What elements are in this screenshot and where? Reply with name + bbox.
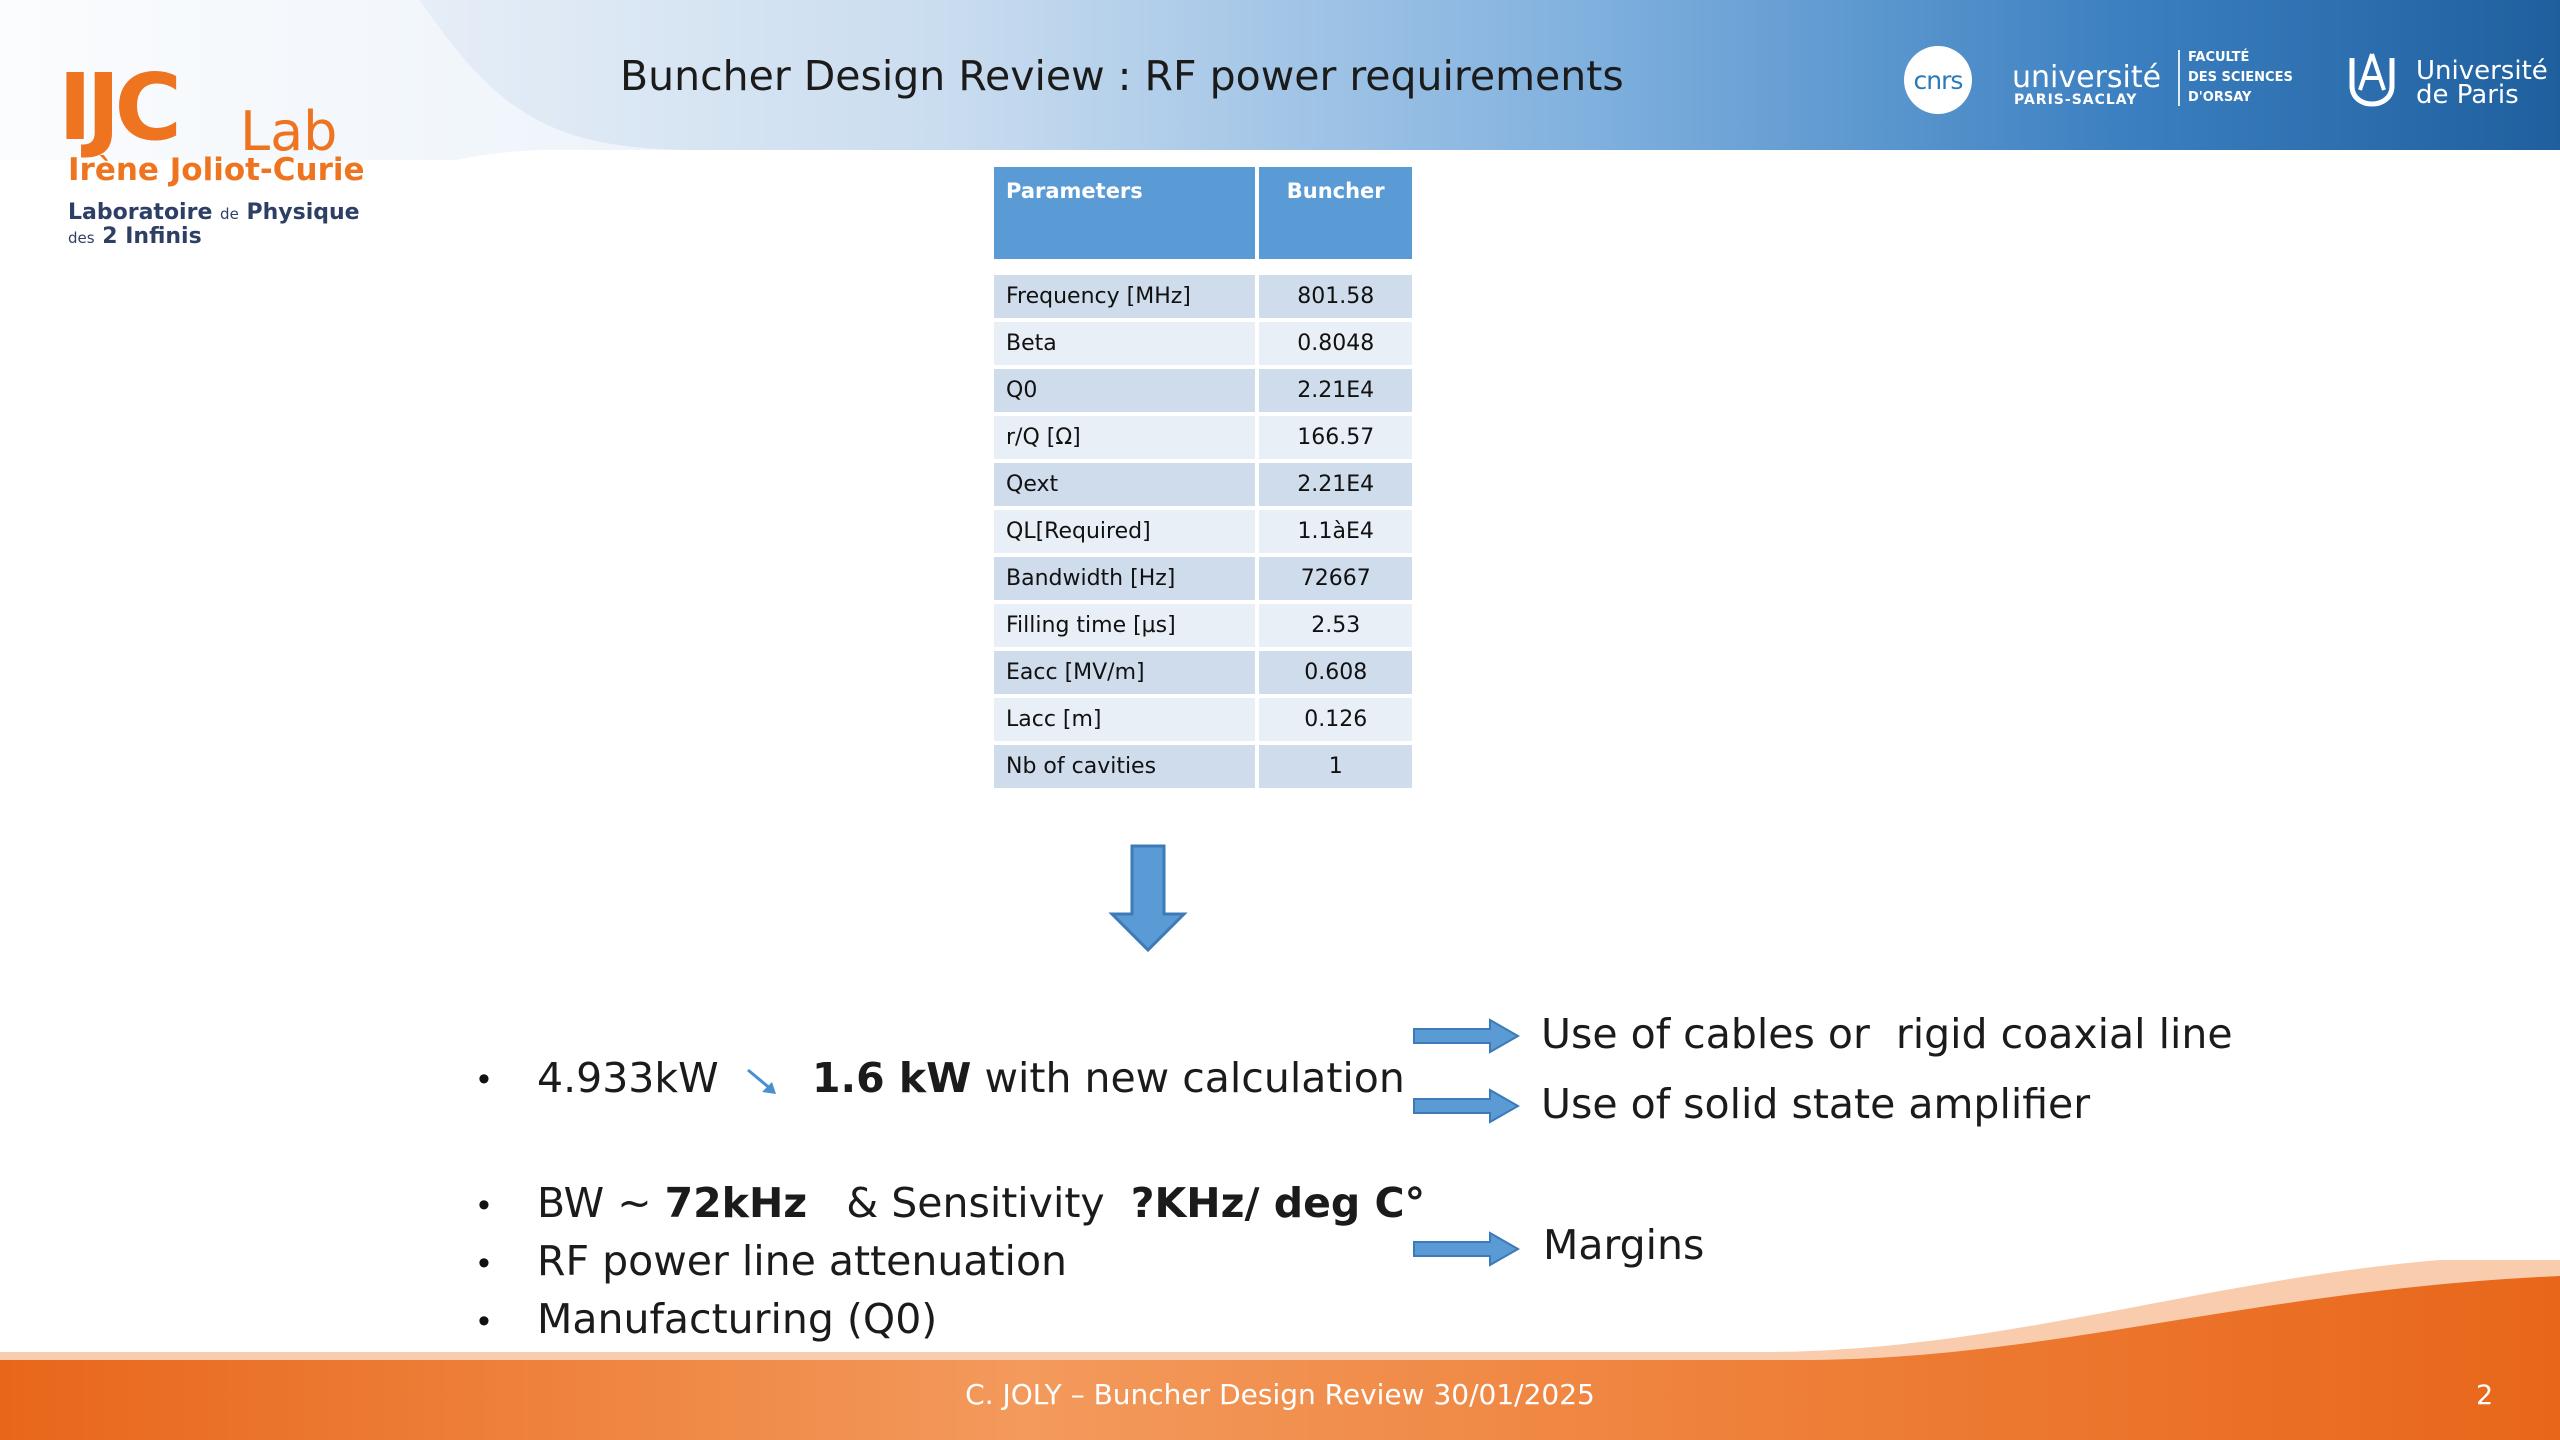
table-cell-value: 72667 xyxy=(1259,557,1412,600)
table-cell-value: 1.1àE4 xyxy=(1259,510,1412,553)
bullet-power-old: 4.933kW xyxy=(537,1054,719,1102)
down-arrow-icon xyxy=(1108,844,1188,954)
table-cell-value: 2.21E4 xyxy=(1259,463,1412,506)
table-header-parameters: Parameters xyxy=(994,167,1255,259)
paris-saclay-subtitle: PARIS-SACLAY xyxy=(2014,92,2138,108)
table-cell-value: 1 xyxy=(1259,745,1412,788)
slide-title: Buncher Design Review : RF power requirements xyxy=(620,52,1624,100)
table-cell-value: 0.8048 xyxy=(1259,322,1412,365)
note-amplifier: Use of solid state amplifier xyxy=(1541,1080,2091,1128)
table-cell-value: 2.21E4 xyxy=(1259,369,1412,412)
logo-subtitle: Irène Joliot-Curie xyxy=(68,152,365,188)
bullet-dot: • xyxy=(478,1060,490,1098)
faculte-logo-line1: FACULTÉ xyxy=(2188,50,2250,65)
table-row xyxy=(994,651,1412,694)
table-row xyxy=(994,557,1412,600)
table-cell-parameter: Filling time [µs] xyxy=(994,604,1255,647)
table-row xyxy=(994,604,1412,647)
logo-mark: IJC xyxy=(58,54,176,161)
universite-de-paris-line2: de Paris xyxy=(2416,80,2519,110)
table-cell-parameter: r/Q [Ω] xyxy=(994,416,1255,459)
logo-description-line2: des 2 Infinis xyxy=(68,224,202,249)
table-row xyxy=(994,745,1412,788)
bullet-manufacturing: Manufacturing (Q0) xyxy=(537,1295,938,1343)
table-cell-value: 0.608 xyxy=(1259,651,1412,694)
bullet-attenuation: RF power line attenuation xyxy=(537,1237,1068,1285)
bullet-dot: • xyxy=(478,1244,490,1282)
page-number: 2 xyxy=(2476,1380,2494,1411)
right-arrow-icon xyxy=(1412,1088,1522,1124)
table-cell-parameter: Qext xyxy=(994,463,1255,506)
table-cell-parameter: Nb of cavities xyxy=(994,745,1255,788)
right-arrow-icon xyxy=(1412,1018,1522,1054)
bullet-dot: • xyxy=(478,1302,490,1340)
paris-saclay-logo: université xyxy=(2012,60,2162,95)
faculte-logo-line2: DES SCIENCES xyxy=(2188,70,2293,85)
cnrs-logo: cnrs xyxy=(1904,46,1972,114)
note-cables: Use of cables or rigid coaxial line xyxy=(1541,1010,2233,1058)
parameters-table xyxy=(990,163,1416,792)
note-margins: Margins xyxy=(1543,1221,1705,1269)
table-cell-parameter: Bandwidth [Hz] xyxy=(994,557,1255,600)
bullet-power-new: 1.6 kW with new calculation xyxy=(812,1054,1405,1102)
table-row xyxy=(994,369,1412,412)
table-header-buncher: Buncher xyxy=(1259,167,1412,259)
table-cell-parameter: Eacc [MV/m] xyxy=(994,651,1255,694)
table-header-row xyxy=(994,167,1412,259)
table-cell-parameter: Beta xyxy=(994,322,1255,365)
table-cell-parameter: Frequency [MHz] xyxy=(994,275,1255,318)
table-cell-value: 801.58 xyxy=(1259,275,1412,318)
table-cell-parameter: Q0 xyxy=(994,369,1255,412)
table-cell-value: 2.53 xyxy=(1259,604,1412,647)
table-row xyxy=(994,463,1412,506)
bullet-bandwidth: BW ~ 72kHz & Sensitivity ?KHz/ deg C° xyxy=(537,1179,1426,1227)
table-cell-value: 166.57 xyxy=(1259,416,1412,459)
logo-divider xyxy=(2178,50,2180,106)
lab-logo xyxy=(40,40,365,260)
universite-de-paris-icon xyxy=(2346,50,2402,108)
footer-text: C. JOLY – Buncher Design Review 30/01/2025 xyxy=(965,1378,1595,1411)
table-cell-parameter: Lacc [m] xyxy=(994,698,1255,741)
table-row xyxy=(994,416,1412,459)
table-row xyxy=(994,275,1412,318)
universite-de-paris-line1: Université xyxy=(2416,56,2548,86)
logo-description-line1: Laboratoire de Physique xyxy=(68,200,360,225)
bullet-dot: • xyxy=(478,1186,490,1224)
faculte-logo-line3: D'ORSAY xyxy=(2188,90,2252,105)
table-row xyxy=(994,510,1412,553)
table-row xyxy=(994,322,1412,365)
table-cell-value: 0.126 xyxy=(1259,698,1412,741)
decrease-arrow-icon xyxy=(742,1064,784,1100)
table-cell-parameter: QL[Required] xyxy=(994,510,1255,553)
table-row xyxy=(994,698,1412,741)
logo-suffix: Lab xyxy=(240,100,338,163)
